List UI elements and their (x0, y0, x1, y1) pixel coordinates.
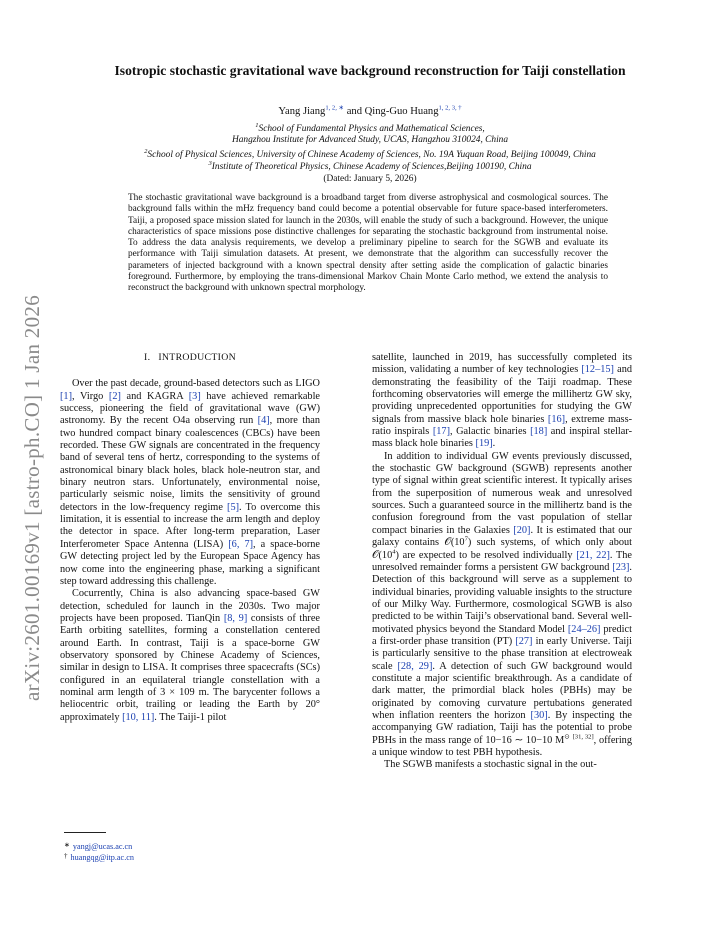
text-run: ) such systems, of which only about 𝒪(10 (372, 537, 633, 561)
text-run: consists of three Earth orbiting satellites, forming a constellation centered around Earth. In contrast, Taiji is a space-borne GW observatory sponsored by Chinese Academy of Sciences, similar in design to LISA. It comprises three spacecrafts (SCs) configured in an equilateral triangle constellation with a nominal arm length of 3 × 10 (60, 612, 320, 698)
citation-link[interactable]: [21, 22] (576, 549, 610, 561)
affiliation-text: School of Physical Sciences, University of Chinese Academy of Sciences, No. 19A Yuquan Road, Beijing 100049, China (147, 150, 596, 160)
author-name: Qing-Guo Huang (364, 106, 439, 117)
citation-link[interactable]: [3] (188, 390, 201, 402)
citation-link[interactable]: [28, 29] (397, 660, 433, 672)
citation-link[interactable]: [5] (227, 501, 240, 513)
text-run: −16 (495, 734, 512, 746)
text-run: . To overcome this limitation, it is essential to increase the arm length and deploy the detector in space. After long-term preparation, Laser Interferometer Space Antenna (LISA) (60, 501, 320, 550)
citation-link[interactable]: [12–15] (581, 364, 614, 376)
superscript: 4 (392, 548, 396, 556)
text-run: satellite, launched in 2019, has successfully completed its mission, validating a number of key technologies (372, 352, 632, 376)
author-list (60, 106, 680, 117)
text-run: and demonstrating the feasibility of the Taiji roadmap. These forthcoming observatories will emerge the millihertz GW sky, providing unprecedented opportunities for studying the GW signals from massive black hole binaries (372, 364, 632, 425)
affiliation-text: Institute of Theoretical Physics, Chinese Academy of Sciences,Beijing 100190, China (211, 162, 532, 172)
citation-link[interactable]: [17] (432, 426, 450, 438)
section-title: INTRODUCTION (158, 352, 236, 363)
paragraph: The SGWB manifests a stochastic signal in the out- (384, 759, 597, 771)
text-run: . The unresolved remainder forms a persistent GW background (372, 549, 632, 573)
email-link[interactable]: huangqg@itp.ac.cn (70, 853, 134, 862)
citation-link[interactable]: [4] (257, 415, 270, 427)
affiliation-mark: 3 (208, 159, 212, 167)
left-text-column (60, 352, 320, 724)
citation-link[interactable]: [30] (530, 709, 548, 721)
text-run: . By inspecting the accompanying GW radiation, Taiji has the potential to probe PBHs in the mass range of 10 (372, 709, 633, 746)
dated-line: (Dated: January 5, 2026) (323, 174, 417, 184)
text-run: , Galactic binaries (450, 426, 531, 438)
paper-title: Isotropic stochastic gravitational wave background reconstruction for Taiji constellation (114, 63, 626, 78)
affiliation-text: School of Fundamental Physics and Mathematical Sciences, (258, 124, 485, 134)
citation-link[interactable]: [18] (530, 426, 548, 438)
text-run: . A detection of such GW background would constitute a major scientific breakthrough. As a candidate of dark matter, the primordial black holes (PBHs) may be originated by comoving curvature pertubations generated when inflation reenters the horizon (372, 660, 632, 721)
text-run: . The Taiji-1 pilot (154, 711, 227, 723)
affiliation-1 (60, 121, 680, 146)
text-run: 9 (189, 686, 195, 698)
paragraph (60, 588, 320, 724)
text-run: . It is estimated that our galaxy contains 𝒪(10 (372, 524, 632, 549)
affiliation-mark: 1 (255, 121, 259, 129)
text-run: ∼ 10 (511, 734, 537, 746)
text-run: predict a first-order phase transition (PT) (372, 623, 632, 647)
text-run: and inspiral stellar-mass black hole binaries (372, 426, 632, 450)
superscript: ⊙ (564, 733, 570, 741)
citation-link[interactable]: [19] (475, 438, 493, 450)
citation-link[interactable]: [24–26] (567, 623, 601, 635)
citation-link[interactable]: [10, 11] (122, 711, 155, 723)
affiliation-mark: 2 (144, 147, 148, 155)
text-run: , extreme mass-ratio inspirals (372, 413, 633, 438)
text-run: . (492, 438, 496, 450)
text-run: In addition to individual GW events previously discussed, the stochastic GW background (SGWB) represents another type of signal within great scientific interest. It typically arises from the superposition of numerous weak and unresolved sources. Such a guaranteed source in the millihertz band is the confusion foreground from the vast population of stellar compact binaries in the Galaxies (372, 450, 632, 536)
text-run: , offering a unique window to test PBH hypothesis. (372, 734, 632, 758)
right-text-column (372, 352, 632, 772)
footnote-mark: † (64, 852, 68, 860)
citation-link[interactable]: [23] (612, 561, 630, 573)
paragraph (372, 352, 632, 451)
text-run: , more than two hundred compact binary coalescences (CBCs) have been recorded. These GW signals are concentrated in the frequency band of several tens of hertz, corresponding to the systems of astronomical binary black holes, black hole-neutron star, and binary neutron stars. Unfortunately, environmental noise, particularly seismic noise, limits the sensitivity of ground detectors in the low-frequency regime (60, 415, 320, 513)
superscript: [31, 32] (572, 733, 594, 741)
paragraph (60, 378, 320, 588)
text-run: and KAGRA (120, 390, 189, 402)
text-run: Over the past decade, ground-based detectors such as LIGO (72, 378, 320, 390)
citation-link[interactable]: [8, 9] (223, 612, 248, 624)
text-run: , a space-borne GW detecting project led by the European Space Agency has now come into the engineering phase, marking a significant step toward addressing this challenge. (60, 538, 320, 587)
text-run: −10 (536, 734, 553, 746)
text-run: m. The barycenter follows a heliocentric orbit, trailing or leading the Earth by 20° approximately (60, 686, 320, 723)
section-number: I. (144, 352, 151, 363)
email-link[interactable]: yangj@ucas.ac.cn (72, 842, 133, 851)
citation-link[interactable]: [27] (515, 635, 533, 647)
text-run: in early Universe. Taiji is particularly sensitive to the phase transition at electroweak scale (372, 635, 632, 672)
section-heading (60, 352, 320, 364)
footnote-divider (64, 832, 106, 833)
text-run: , Virgo (72, 390, 109, 402)
paragraph (372, 451, 632, 760)
author-conjunction: and (344, 106, 365, 117)
author-affiliation-marks[interactable]: 1, 2, 3, † (438, 104, 462, 112)
text-run: Cocurrently, China is also advancing space-based GW detection, scheduled for launch in the 2030s. Two major projects have been proposed. TianQin (60, 588, 320, 624)
text-run: have achieved remarkable success, pioneering the field of gravitational wave (GW) astronomy. By the recent O4a observing run (60, 390, 321, 427)
superscript: 7 (464, 535, 468, 543)
arxiv-identifier-stamp: arXiv:2601.00169v1 [astro-ph.CO] 1 Jan 2026 (20, 295, 44, 702)
affiliation-text: Hangzhou Institute for Advanced Study, UCAS, Hangzhou 310024, China (231, 135, 509, 146)
text-run: M (552, 734, 565, 746)
citation-link[interactable]: [2] (108, 390, 121, 402)
citation-link[interactable]: [16] (547, 413, 566, 425)
affiliation-3 (60, 159, 680, 173)
author-affiliation-marks[interactable]: 1, 2, ∗ (325, 104, 345, 112)
text-run: ) are expected to be resolved individually (395, 549, 577, 561)
citation-link[interactable]: [6, 7] (228, 538, 254, 550)
citation-link[interactable]: [1] (60, 390, 73, 402)
abstract: The stochastic gravitational wave background is a broadband target from diverse astrophysical and cosmological sources. The background falls within the mHz frequency band could become a potential observable for future space-based interferometers. Taiji, a proposed space mission slated for launch in the 2030s, will enable the study of such a background. However, the unique characteristics of space missions pose distinctive challenges for separating the stochastic background from instrumental noise. To address the data analysis requirements, we develop a preliminary pipeline to search for the SGWB and evaluate its performance with Taiji simulation datasets. At present, we demonstrate that the algorithm can successfully recover the parameters of injected background with a known spectral density after setting aside the complication of galactic binaries foreground. Furthermore, by employing the trans-dimensional Markov Chain Monte Carlo method, we extend the analysis to reconstruct the background with unknown spectral morphology. (128, 193, 608, 294)
citation-link[interactable]: [20] (513, 524, 531, 536)
author-name: Yang Jiang (278, 106, 326, 117)
footnote-mark: ∗ (64, 841, 70, 849)
text-run: . Detection of this background will serve as a supplement to individual binaries, providing valuable insights to the structure of our Milky Way. Furthermore, cosmological SGWB is also predicted to be within Taiji’s observational band. Several well-motivated physics beyond the Standard Model (372, 561, 632, 635)
footnote-email-2 (64, 851, 134, 863)
affiliation-2 (60, 147, 680, 161)
